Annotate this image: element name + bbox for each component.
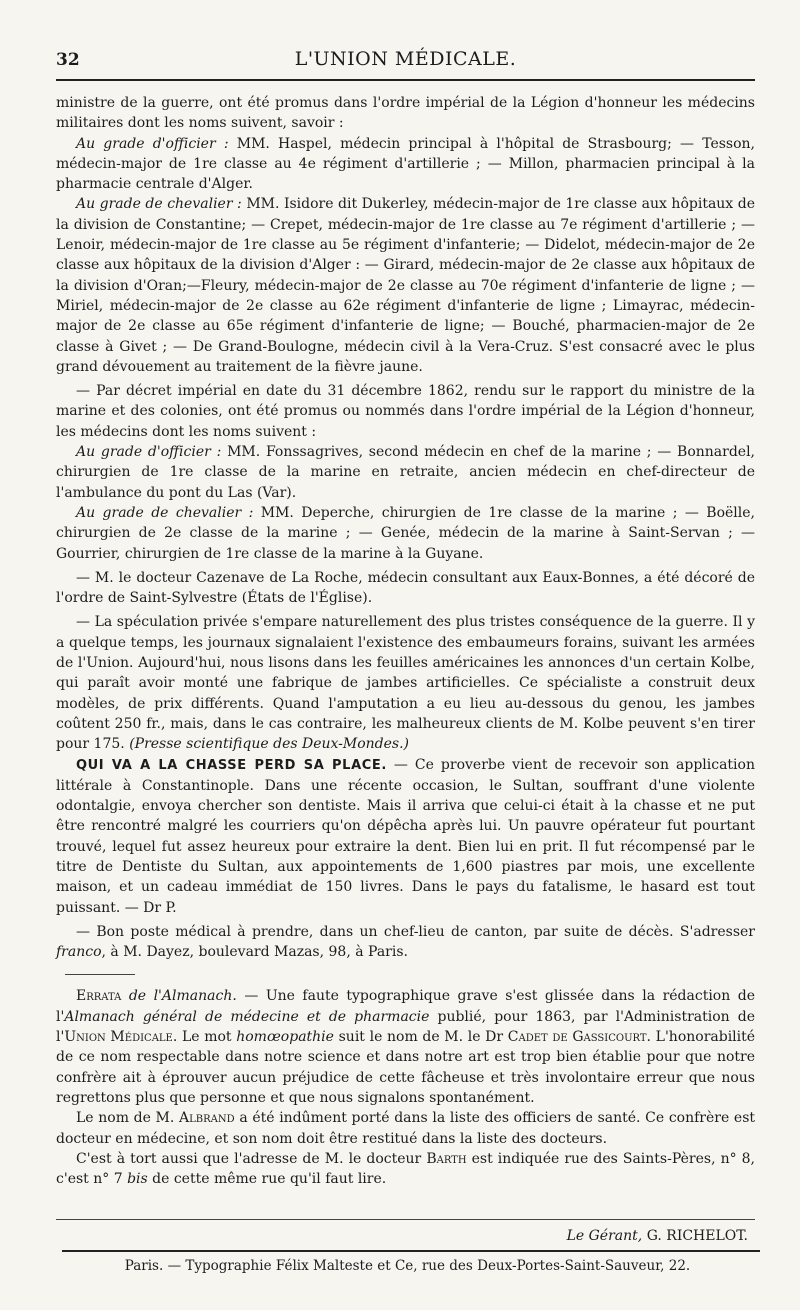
- person-name: Barth: [426, 1150, 467, 1167]
- article-body: [56, 93, 755, 1189]
- paragraph-text: , à M. Dayez, boulevard Mazas, 98, à Paris.: [101, 944, 408, 961]
- page-number: 32: [56, 50, 80, 70]
- paragraph-text: publié, pour 1863, par l'Administration de l': [56, 1008, 755, 1046]
- printer-imprint: Paris. — Typographie Félix Malteste et Ce, rue des Deux-Portes-Saint-Sauveur, 22.: [124, 1258, 691, 1274]
- paragraph: [56, 1108, 755, 1149]
- paragraph-text: est indiquée rue des Saints-Pères, n° 8, c'est n° 7: [56, 1150, 755, 1188]
- paragraph: [56, 755, 755, 918]
- italic-text: franco: [56, 944, 102, 961]
- header-rule: [56, 79, 755, 81]
- paragraph-text: de cette même rue qu'il faut lire.: [152, 1171, 387, 1188]
- paragraph: ministre de la guerre, ont été promus dans l'ordre impérial de la Légion d'honneur les médecins militaires dont les noms suivent, savoir :: [56, 95, 755, 132]
- paragraph-text: — Bon poste médical à prendre, dans un chef-lieu de canton, par suite de décès. S'adresser: [76, 923, 755, 940]
- paragraph: [56, 503, 755, 564]
- paragraph: [56, 1149, 755, 1190]
- page-header: [56, 48, 755, 82]
- paragraph-text: — Une faute typographique grave s'est glissée dans la rédaction de l': [56, 988, 756, 1025]
- paragraph: [56, 194, 755, 377]
- paragraph-text: suit le nom de M. le Dr: [338, 1029, 504, 1046]
- journal-name: Union Médicale.: [64, 1029, 178, 1046]
- paragraph-text: — La spéculation privée s'empare naturellement des plus tristes conséquence de la guerre. Il y a quelque temps, les journaux signalaient l'existence des embaumeurs forains, suivant les armées de l'Union. Aujourd'hui, nous lisons dans les feuilles américaines les annonces d'un certain Kolbe, qui paraît avoir monté une fabrique de jambes artificielles. Ce spécialiste a construit deux modèles, de prix différents. Quand l'amputation a eu lieu au-dessous du genou, les jambes coûtent 250 fr., mais, dans le cas contraire, les malheureux clients de M. Kolbe peuvent s'en tirer pour 175.: [56, 614, 755, 753]
- paragraph: — M. le docteur Cazenave de La Roche, médecin consultant aux Eaux-Bonnes, a été décoré de l'ordre de Saint-Sylvestre (États de l'Église).: [56, 569, 755, 607]
- paragraph: [56, 442, 755, 503]
- paragraph-text: MM. Haspel, médecin principal à l'hôpital de Strasbourg; — Tesson, médecin-major de 1re classe au 4e régiment d'artillerie ; — Millon, pharmacien principal à la pharmacie centrale d'Alger.: [56, 135, 756, 193]
- paragraph: [56, 986, 755, 1108]
- errata-heading: Errata: [76, 988, 122, 1005]
- italic-text: Almanach général de médecine et de pharmacie: [64, 1008, 430, 1025]
- person-name: Cadet de Gassicourt.: [507, 1029, 651, 1046]
- paragraph: [56, 612, 755, 754]
- person-name: Albrand: [179, 1110, 235, 1127]
- paragraph-text: — Ce proverbe vient de recevoir son application littérale à Constantinople. Dans une récente occasion, le Sultan, souffrant d'une violente odontalgie, envoya chercher son dentiste. Mais il arriva que celui-ci était à la chasse et ne put être rencontré malgré les courriers qu'on dépêcha après lui. Un pauvre opérateur fut pourtant trouvé, lequel fut assez heureux pour extraire la dent. Bien lui en prit. Il fut récompensé par le titre de Dentiste du Sultan, aux appointements de 1,600 piastres par mois, une excellente maison, et un cadeau immédiat de 150 livres. Dans le pays du fatalisme, le hasard est tout puissant. — Dr P.: [56, 756, 755, 916]
- paragraph-text: L'honorabilité de ce nom respectable dans notre science et dans notre art est trop bien établie pour que notre confrère ait à éprouver aucun préjudice de cette fâcheuse et très involontaire erreur que nous regrettons plus que personne et que nous signalons spontanément.: [56, 1029, 756, 1106]
- errata-heading-italic: de l'Almanach.: [128, 988, 237, 1005]
- paragraph-text: Le mot: [181, 1029, 232, 1046]
- grade-heading: Au grade d'officier :: [76, 135, 229, 152]
- grade-heading: Au grade de chevalier :: [76, 504, 254, 521]
- paragraph-text: MM. Isidore dit Dukerley, médecin-major de 1re classe aux hôpitaux de la division de Constantine; — Crepet, médecin-major de 1re classe au 7e régiment d'artillerie ; — Lenoir, médecin-major de 1re classe au 5e régiment d'infanterie; — Didelot, médecin-major de 2e classe aux hôpitaux de la division d'Alger : — Girard, médecin-major de 2e classe aux hôpitaux de la division d'Oran;—Fleury, médecin-major de 2e classe au 70e régiment d'infanterie de ligne ; — Miriel, médecin-major de 2e classe au 62e régiment d'infanterie de ligne ; Limayrac, médecin-major de 2e classe au 65e régiment d'infanterie de ligne; — Bouché, pharmacien-major de 2e classe à Givet ; — De Grand-Boulogne, médecin civil à la Vera-Cruz. S'est consacré avec le plus grand dévouement au traitement de la fièvre jaune.: [56, 196, 755, 375]
- paragraph: — Par décret impérial en date du 31 décembre 1862, rendu sur le rapport du ministre de la marine et des colonies, ont été promus ou nommés dans l'ordre impérial de la Légion d'honneur, les médecins dont les noms suivent :: [56, 383, 755, 440]
- paragraph: [56, 134, 755, 195]
- paragraph-text: MM. Fonssagrives, second médecin en chef de la marine ; — Bonnardel, chirurgien de 1re classe de la marine en retraite, ancien médecin en chef-directeur de l'ambulance du pont du Las (Var).: [56, 444, 755, 501]
- paragraph-text: C'est à tort aussi que l'adresse de M. le docteur: [76, 1150, 422, 1167]
- footer-rule: [62, 1250, 760, 1252]
- grade-heading: Au grade de chevalier :: [76, 196, 242, 213]
- paragraph-text: a été indûment porté dans la liste des officiers de santé. Ce confrère est docteur en médecine, et son nom doit être restitué dans la liste des docteurs.: [56, 1110, 756, 1147]
- paragraph-text: Le nom de M.: [76, 1110, 175, 1127]
- signature-role: Le Gérant,: [566, 1228, 643, 1244]
- source-citation: (Presse scientifique des Deux-Mondes.): [129, 736, 410, 753]
- signature-name: G. RICHELOT.: [646, 1228, 748, 1244]
- signature-rule: [56, 1219, 755, 1220]
- grade-heading: Au grade d'officier :: [76, 444, 222, 461]
- italic-text: homœopathie: [236, 1029, 334, 1046]
- running-title: L'UNION MÉDICALE.: [294, 48, 517, 70]
- section-rule: [65, 974, 135, 975]
- paragraph: [56, 922, 755, 963]
- signature: [567, 1228, 748, 1244]
- italic-text: bis: [127, 1171, 148, 1188]
- paragraph-text: MM. Deperche, chirurgien de 1re classe de la marine ; — Boëlle, chirurgien de 2e classe de la marine ; — Genée, médecin de la marine à Saint-Servan ; — Gourrier, chirurgien de 1re classe de la marine à la Guyane.: [56, 504, 755, 562]
- section-heading: QUI VA A LA CHASSE PERD SA PLACE.: [76, 757, 387, 773]
